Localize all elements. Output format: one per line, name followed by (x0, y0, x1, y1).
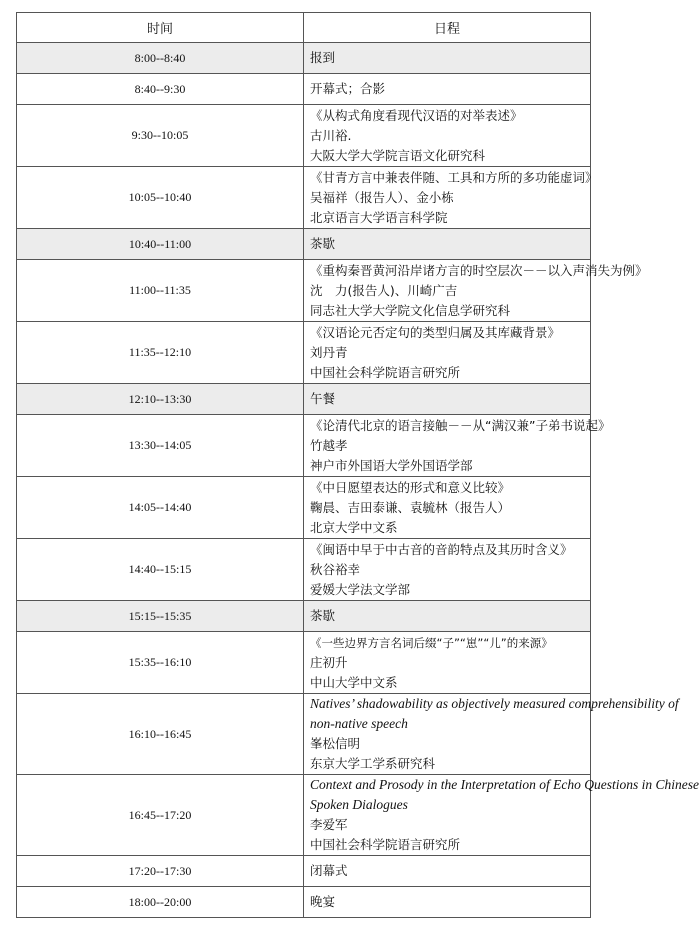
program-cell (304, 43, 591, 74)
affiliation: 北京大学中文系 (310, 519, 398, 535)
session-label: 闭幕式 (310, 863, 348, 878)
program-cell (304, 260, 648, 322)
time-cell: 13:30--14:05 (17, 415, 304, 477)
talk-title-english: non-native speech (310, 716, 408, 731)
schedule-row (17, 260, 591, 322)
talk-title: 《中日愿望表达的形式和意义比较》 (310, 479, 511, 495)
session-label: 午餐 (310, 391, 336, 406)
time-cell: 15:35--16:10 (17, 632, 304, 694)
speaker: 刘丹青 (310, 344, 348, 360)
program-cell (304, 601, 591, 632)
schedule-row (17, 415, 591, 477)
program-cell (304, 775, 699, 856)
header-row (17, 13, 591, 43)
time-cell: 8:00--8:40 (17, 43, 304, 74)
talk-title: 《一些边界方言名词后缀“子”“崽”“儿”的来源》 (310, 635, 553, 650)
program-cell (304, 415, 611, 477)
talk-title: 《论清代北京的语言接触－－从“满汉兼”子弟书说起》 (310, 417, 611, 433)
schedule-row (17, 477, 591, 539)
program-cell (304, 632, 591, 694)
schedule-row (17, 322, 591, 384)
talk-title: 《甘青方言中兼表伴随、工具和方所的多功能虚词》 (310, 169, 598, 185)
session-label: 报到 (310, 50, 336, 65)
affiliation: 爱媛大学法文学部 (310, 581, 411, 597)
time-cell: 14:05--14:40 (17, 477, 304, 539)
time-cell: 9:30--10:05 (17, 105, 304, 167)
affiliation: 北京语言大学语言科学院 (310, 209, 448, 225)
schedule-row (17, 43, 591, 74)
schedule-row (17, 632, 591, 694)
time-cell: 10:40--11:00 (17, 229, 304, 260)
talk-title: 《重构秦晋黄河沿岸诸方言的时空层次－－以入声消失为例》 (310, 262, 648, 278)
affiliation: 大阪大学大学院言语文化研究科 (310, 147, 486, 163)
talk-title: 《从构式角度看现代汉语的对举表述》 (310, 107, 523, 123)
session-label: 茶歇 (310, 236, 336, 251)
time-cell: 18:00--20:00 (17, 887, 304, 918)
session-label: 开幕式；合影 (310, 81, 386, 96)
session-label: 茶歇 (310, 608, 336, 623)
speaker: 李爱军 (310, 817, 348, 832)
time-cell: 11:35--12:10 (17, 322, 304, 384)
speaker: 秋谷裕幸 (310, 561, 361, 577)
program-cell (304, 167, 598, 229)
time-cell: 8:40--9:30 (17, 74, 304, 105)
program-cell (304, 887, 591, 918)
affiliation: 东京大学工学系研究科 (310, 756, 436, 771)
schedule-row (17, 856, 591, 887)
speaker: 沈 力(报告人)、川崎广吉 (310, 282, 458, 298)
speaker: 峯松信明 (310, 736, 361, 751)
talk-title: 《汉语论元否定句的类型归属及其库藏背景》 (310, 324, 561, 340)
affiliation: 神户市外国语大学外国语学部 (310, 457, 473, 473)
affiliation: 中国社会科学院语言研究所 (310, 837, 461, 852)
schedule-row (17, 887, 591, 918)
schedule-row (17, 74, 591, 105)
talk-title-english: Natives’ shadowability as objectively measured comprehensibility of (310, 696, 679, 711)
schedule-row (17, 229, 591, 260)
speaker: 庄初升 (310, 654, 348, 670)
program-cell (304, 539, 591, 601)
header-program: 日程 (304, 13, 591, 43)
speaker: 吴福祥（报告人）、金小栋 (310, 189, 454, 205)
session-label: 晚宴 (310, 894, 336, 909)
schedule-row (17, 384, 591, 415)
schedule-row (17, 694, 591, 775)
program-cell (304, 74, 591, 105)
time-cell: 10:05--10:40 (17, 167, 304, 229)
affiliation: 中山大学中文系 (310, 674, 398, 690)
header-time: 时间 (17, 13, 304, 43)
schedule-row (17, 105, 591, 167)
schedule-table (16, 12, 699, 918)
talk-title: 《闽语中早于中古音的音韵特点及其历时含义》 (310, 541, 573, 557)
talk-title-english: Spoken Dialogues (310, 797, 408, 812)
affiliation: 中国社会科学院语言研究所 (310, 364, 461, 380)
program-cell (304, 384, 591, 415)
time-cell: 15:15--15:35 (17, 601, 304, 632)
time-cell: 14:40--15:15 (17, 539, 304, 601)
time-cell: 11:00--11:35 (17, 260, 304, 322)
affiliation: 同志社大学大学院文化信息学研究科 (310, 302, 511, 318)
speaker: 鞠晨、吉田泰谦、袁毓林（报告人） (310, 499, 511, 515)
schedule-row (17, 539, 591, 601)
program-cell (304, 229, 591, 260)
talk-title-english: Context and Prosody in the Interpretation of Echo Questions in Chinese (310, 777, 699, 792)
program-cell (304, 477, 591, 539)
schedule-row (17, 167, 591, 229)
time-cell: 17:20--17:30 (17, 856, 304, 887)
speaker: 竹越孝 (310, 437, 348, 453)
program-cell (304, 322, 591, 384)
time-cell: 16:10--16:45 (17, 694, 304, 775)
time-cell: 16:45--17:20 (17, 775, 304, 856)
time-cell: 12:10--13:30 (17, 384, 304, 415)
schedule-row (17, 775, 591, 856)
program-cell (304, 105, 591, 167)
program-cell (304, 694, 679, 775)
speaker: 古川裕. (310, 127, 352, 143)
program-cell (304, 856, 591, 887)
schedule-row (17, 601, 591, 632)
